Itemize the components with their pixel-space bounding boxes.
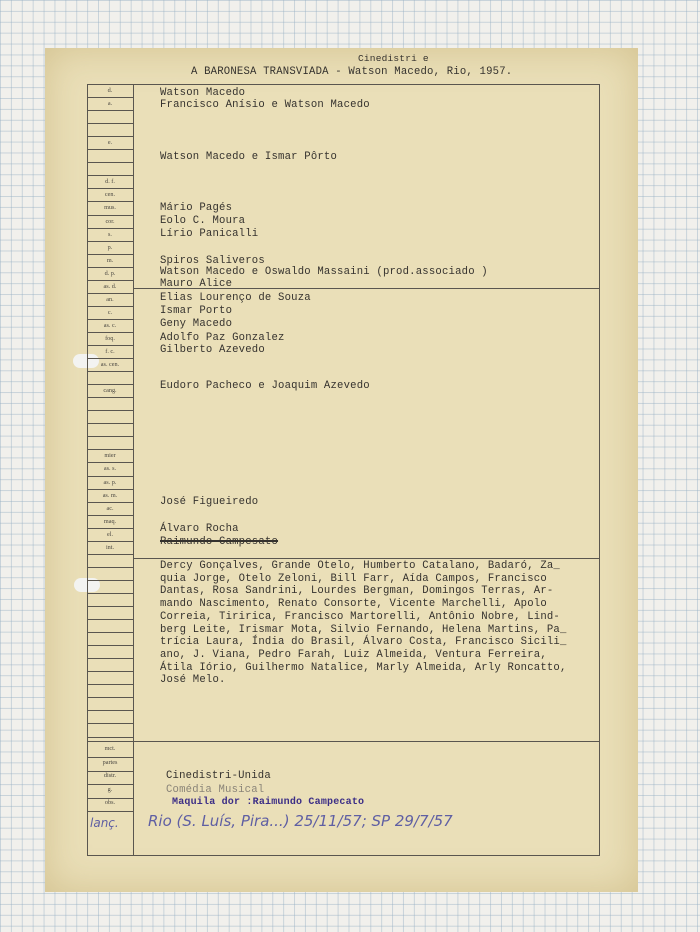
section-divider-3	[87, 741, 600, 742]
row-line	[87, 345, 133, 346]
field-label: cen.	[104, 191, 116, 199]
field-label: m.	[106, 256, 114, 264]
row-line	[87, 541, 133, 542]
row-line	[87, 710, 133, 711]
cast-line: Dercy Gonçalves, Grande Otelo, Humberto Catalano, Badaró, Za_	[160, 560, 560, 572]
entry-an: Geny Macedo	[160, 318, 233, 330]
field-label: as. m.	[102, 491, 118, 499]
row-line	[87, 811, 133, 812]
field-label: partes	[102, 758, 118, 766]
field-label: s.	[108, 230, 112, 238]
row-line	[87, 241, 133, 242]
row-line	[87, 293, 133, 294]
cast-line: José Melo.	[160, 674, 226, 687]
stamp-maquilador: Maquila dor :Raimundo Campecato	[172, 797, 365, 808]
row-line	[87, 423, 133, 424]
entry-asm: Álvaro Rocha	[160, 523, 239, 535]
entry-producers: Watson Macedo e Oswaldo Massaini (prod.associado )	[160, 266, 488, 278]
row-line	[87, 319, 133, 320]
row-line	[87, 201, 133, 202]
field-label: obs.	[104, 799, 116, 806]
cast-line: trícia Laura, Índia do Brasil, Álvaro Costa, Francisco Sicili_	[160, 636, 567, 649]
field-label: as. c.	[103, 321, 117, 329]
entry-c: Adolfo Paz Gonzalez	[160, 332, 285, 344]
row-line	[87, 645, 133, 646]
row-line	[87, 528, 133, 529]
row-line	[87, 723, 133, 724]
row-line	[87, 462, 133, 463]
row-line	[87, 215, 133, 216]
field-label: mier	[104, 452, 116, 460]
row-line	[87, 449, 133, 450]
row-line	[87, 123, 133, 124]
row-line	[87, 515, 133, 516]
field-label: p.	[107, 243, 113, 251]
row-line	[87, 502, 133, 503]
entry-photo: Mário Pagés	[160, 202, 233, 214]
field-label: d. f.	[105, 178, 115, 186]
cast-line: berg Leite, Irismar Mota, Silvio Fernando, Helena Martins, Pa_	[160, 623, 567, 636]
row-line	[87, 384, 133, 385]
entry-sound: Spiros Saliveros	[160, 255, 265, 267]
cast-line: mando Nascimento, Renato Consorte, Vicente Marchelli, Apolo	[160, 598, 547, 611]
field-label: ac.	[106, 504, 114, 512]
row-line	[87, 593, 133, 594]
entry-music: Lírio Panicalli	[160, 228, 259, 240]
row-line	[87, 580, 133, 581]
entry-mier: José Figueiredo	[160, 496, 259, 508]
entry-sets: Eolo C. Moura	[160, 215, 246, 227]
field-label: as. s.	[103, 465, 117, 473]
entry-asd: Ismar Porto	[160, 305, 233, 317]
row-line	[87, 489, 133, 490]
row-line	[87, 228, 133, 229]
row-line	[87, 671, 133, 672]
section-divider-2	[133, 558, 600, 559]
row-line	[87, 684, 133, 685]
field-label: foq.	[105, 334, 115, 342]
field-label: an.	[106, 295, 114, 303]
row-line	[87, 254, 133, 255]
field-label: maq.	[103, 517, 117, 525]
entry-writers: Francisco Anísio e Watson Macedo	[160, 99, 370, 111]
field-label: c.	[107, 308, 113, 316]
field-label: cor.	[105, 217, 115, 225]
row-line	[87, 436, 133, 437]
film-title: A BARONESA TRANSVIADA - Watson Macedo, Rio, 1957.	[191, 66, 513, 78]
field-label: el.	[106, 530, 113, 538]
row-line	[87, 110, 133, 111]
row-line	[87, 188, 133, 189]
entry-director: Watson Macedo	[160, 87, 246, 99]
entry-maq-struck: Raimundo Campesato	[160, 536, 279, 548]
cast-line: ano, J. Viana, Pedro Farah, Luiz Almeida, Ventura Ferreira,	[160, 648, 547, 661]
row-line	[87, 476, 133, 477]
field-label: int.	[105, 543, 115, 551]
field-label: distr.	[103, 772, 117, 779]
field-label: as. d.	[103, 282, 117, 290]
field-label: as. p.	[103, 478, 117, 486]
frame-bottom	[87, 855, 600, 856]
row-line	[87, 280, 133, 281]
field-label: d. p.	[104, 269, 116, 277]
field-label: g.	[107, 785, 113, 793]
row-line	[87, 97, 133, 98]
genre: Comédia Musical	[166, 784, 265, 796]
row-line	[87, 619, 133, 620]
cast-line: Correia, Tiririca, Francisco Martorelli, Antônio Nobre, Lind-	[160, 610, 560, 623]
entry-asc: Gilberto Azevedo	[160, 344, 265, 356]
row-line	[87, 175, 133, 176]
row-line	[87, 606, 133, 607]
field-label: as. cen.	[100, 361, 120, 369]
row-line	[87, 697, 133, 698]
field-label: mct.	[104, 745, 116, 752]
row-line	[87, 149, 133, 150]
row-line	[87, 554, 133, 555]
row-line	[87, 658, 133, 659]
row-line	[87, 136, 133, 137]
field-label: a.	[107, 100, 113, 108]
cast-line: quia Jorge, Otelo Zeloni, Bill Farr, Aída Campos, Francisco	[160, 572, 547, 585]
field-label: f. c.	[105, 348, 115, 355]
row-line	[87, 410, 133, 411]
cast-line: Átila Iório, Guilhermo Natalice, Marly Almeida, Arly Roncatto,	[160, 661, 567, 674]
field-label: e.	[107, 139, 113, 147]
cast-line: Dantas, Rosa Sandrini, Lourdes Bergman, Domingos Terras, Ar-	[160, 585, 554, 598]
field-label: mus.	[104, 204, 116, 212]
row-line	[87, 358, 133, 359]
entry-editing: Watson Macedo e Ismar Pôrto	[160, 151, 338, 163]
entry-m: Mauro Alice	[160, 278, 233, 290]
header-cinedistri: Cinedistri e	[358, 53, 429, 64]
row-line	[87, 267, 133, 268]
row-line	[87, 162, 133, 163]
row-line	[87, 397, 133, 398]
entry-ascen: Eudoro Pacheco e Joaquim Azevedo	[160, 380, 370, 392]
frame-top	[87, 84, 600, 85]
distribution: Cinedistri-Unida	[166, 770, 271, 782]
row-line	[87, 332, 133, 333]
row-line	[87, 306, 133, 307]
row-line	[87, 567, 133, 568]
row-line	[87, 371, 133, 372]
field-label: cang.	[103, 387, 117, 395]
handwritten-release-dates: Rio (S. Luís, Pira...) 25/11/57; SP 29/7/57	[148, 812, 453, 830]
row-line	[87, 737, 133, 738]
entry-dp: Elias Lourenço de Souza	[160, 292, 311, 304]
handwritten-label: lanç.	[90, 816, 119, 830]
row-line	[87, 632, 133, 633]
field-label: d.	[107, 87, 113, 94]
